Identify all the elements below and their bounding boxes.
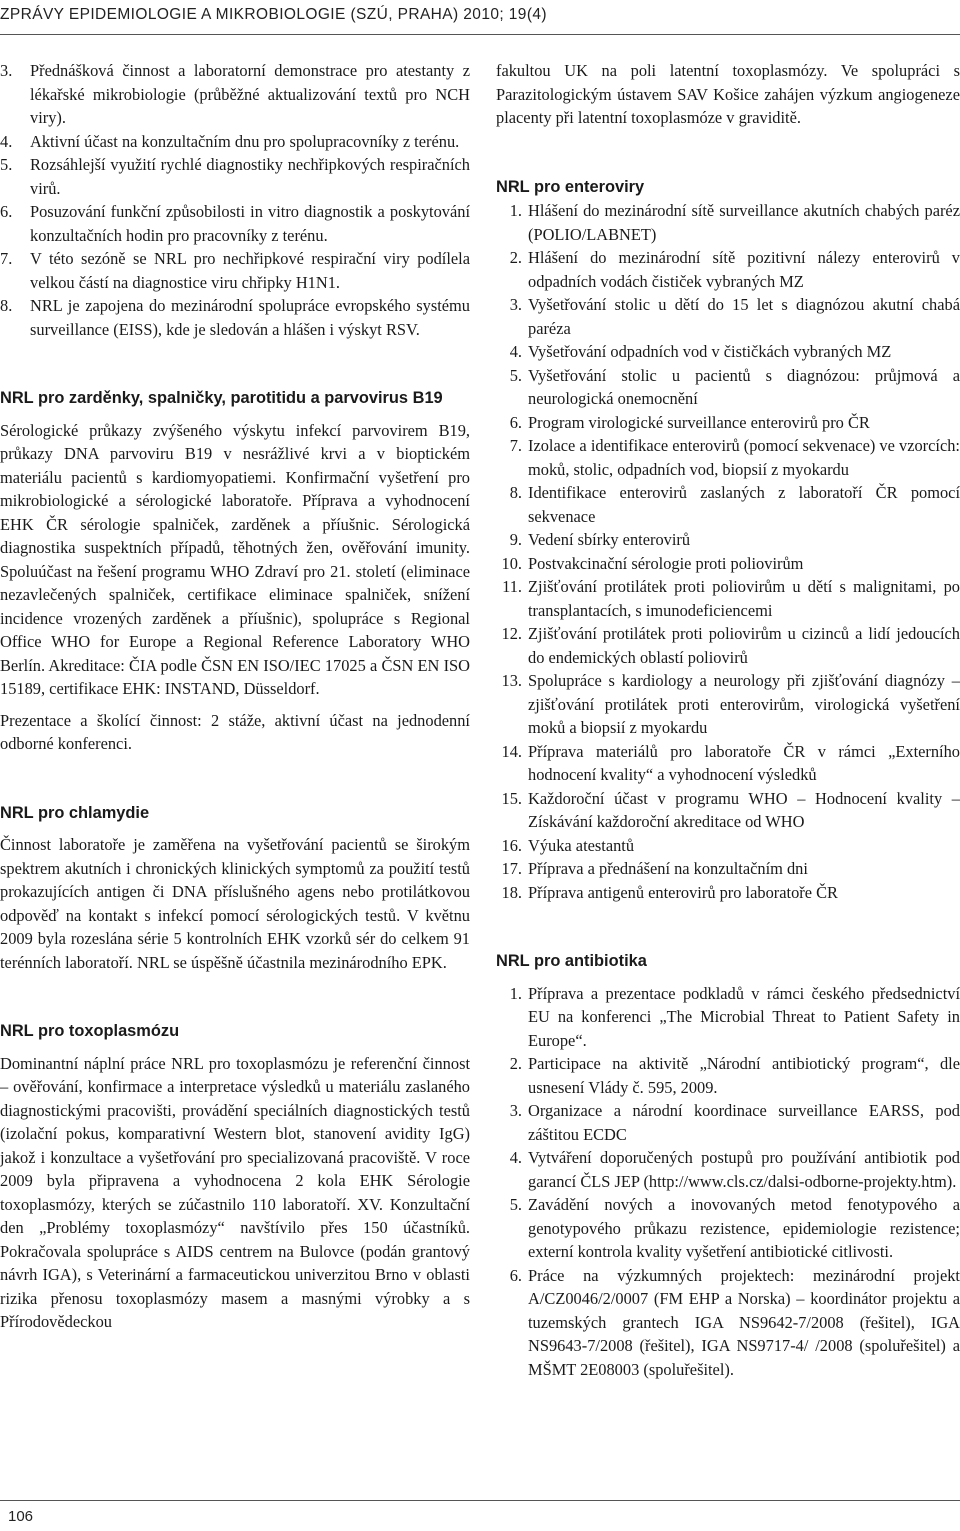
list-item	[496, 481, 960, 528]
zardenky-paragraph: Sérologické průkazy zvýšeného výskytu infekcí parvovirem B19, průkazy DNA parvoviru B19 v nesrážlivé krvi a v bioptickém materiálu pacientů s kardiomyopatiemi. Konfirmační vyšetření pro mikrobiologické a sérologické laboratoře. Příprava a vyhodnocení EHK ČR sérologie spalniček, zarděnek a příušnic. Sérologická diagnostika suspektních případů, těhotných žen, ověřování imunity. Spoluúčast na řešení programu WHO Zdraví pro 21. století (eliminace nezavlečených spalniček, certifikace eliminace spalniček, snížení incidence vrozených zarděnek a příušnic), spolupráce s Regional Office WHO for Europe a Regional Reference Laboratory WHO Berlín. Akreditace: ČIA podle ČSN EN ISO/IEC 17025 a ČSN EN ISO 15189, certifikace EHK: INSTAND, Düsseldorf.	[0, 420, 470, 698]
list-item-number: 1.	[509, 201, 522, 220]
list-item-number: 14.	[501, 741, 522, 761]
list-item	[496, 622, 960, 669]
section-heading-zardenky: NRL pro zarděnky, spalničky, parotitidu a parvovirus B19	[0, 389, 443, 407]
list-item	[496, 1146, 960, 1193]
list-item-text: Postvakcinační sérologie proti poliovirům	[528, 553, 804, 573]
list-item	[496, 857, 960, 881]
list-item	[496, 528, 960, 552]
list-item	[496, 411, 960, 435]
list-item	[496, 364, 960, 411]
left-column	[0, 59, 470, 1334]
list-item-text: Přednášková činnost a laboratorní demonstrace pro atestanty z lékařské mikrobiologie (průběžné aktualizování textů pro NCH viry).	[30, 61, 470, 127]
list-item-text: Identifikace enterovirů zaslaných z laboratoří ČR pomocí sekvenace	[528, 483, 960, 526]
list-item-text: Program virologické surveillance enterovirů pro ČR	[528, 412, 870, 432]
list-item-text: Posuzování funkční způsobilosti in vitro diagnostik a poskytování konzultačních hodin pro pracovníky z terénu.	[30, 202, 470, 245]
list-item	[496, 881, 960, 905]
list-item-number: 2.	[509, 1054, 522, 1073]
list-item-number: 15.	[501, 788, 522, 808]
list-item-number: 12.	[501, 624, 522, 643]
list-item-number: 4.	[509, 1148, 522, 1167]
list-item	[496, 787, 960, 834]
list-item-number: 5.	[509, 365, 522, 385]
toxoplasmoza-paragraph: Dominantní náplní práce NRL pro toxoplasmózu je referenční činnost – ověřování, konfirmace a interpretace výsledků u materiálu zaslaného diagnostickými pracovišti, provádění speciálních diagnostických testů (izolační pokus, komparativní Western blot, stanovení avidity IgG) jakož i konzultace a vyšetřování pro specializovaná pracoviště. V roce 2009 byla připravena a vyhodnocena 2 kola EHK Sérologie toxoplasmózy, kterých se zúčastnilo 110 laboratoří. XV. Konzultační den „Problémy toxoplasmózy“ navštívilo přes 150 účastníků. Pokračovala spolupráce s AIDS centrem na Bulovce (podán grantový návrh IGA), s Veterinární a farmaceutickou univerzitou Brno v oblasti rizika přenosu toxoplasmózy masem a masnými výrobky a s Přírodovědeckou	[0, 1053, 470, 1331]
list-item-text: NRL je zapojena do mezinárodní spolupráce evropského systému surveillance (EISS), kde je sledován a hlášen i výskyt RSV.	[30, 296, 470, 339]
right-column	[496, 59, 960, 1381]
list-item-text: Zjišťování protilátek proti poliovirům u dětí s malignitami, po transplantacích, s imunodeficiencemi	[528, 577, 960, 620]
list-item-number: 5.	[509, 1195, 522, 1214]
list-item	[496, 246, 960, 293]
enteroviry-list	[496, 199, 960, 904]
header-rule	[0, 34, 960, 35]
list-item-number: 2.	[509, 248, 522, 267]
list-item-text: Organizace a národní koordinace surveillance EARSS, pod záštitou ECDC	[528, 1101, 960, 1144]
list-item-text: Výuka atestantů	[528, 835, 635, 855]
running-header: ZPRÁVY EPIDEMIOLOGIE A MIKROBIOLOGIE (SZÚ, PRAHA) 2010; 19(4)	[0, 6, 547, 23]
list-item	[0, 59, 470, 130]
list-item-number: 11.	[502, 577, 522, 596]
list-item	[496, 982, 960, 1053]
list-item-text: Příprava a prezentace podkladů v rámci českého předsednictví EU na konferenci „The Microbial Threat to Patient Safety in Europe“.	[528, 983, 960, 1050]
chlamydie-paragraph: Činnost laboratoře je zaměřena na vyšetřování pacientů se širokým spektrem akutních i chronických klinických symptomů za použití testů prokazujících antigen či DNA příslušného agens nebo protilátkovou odpověď na kontakt s infekcí pomocí sérologických testů. V květnu 2009 byla rozeslána série 5 kontrolních EHK vzorků sér do celkem 91 terénních laboratoří. NRL se úspěšně účastnila mezinárodního EPK.	[0, 835, 470, 972]
list-item	[496, 669, 960, 740]
list-item	[496, 1099, 960, 1146]
list-item-text: Aktivní účast na konzultačním dnu pro spolupracovníky z terénu.	[30, 131, 460, 151]
list-item-text: Vytváření doporučených postupů pro používání antibiotik pod garancí ČLS JEP (http://www.cls.cz/dalsi-odborne-projekty.htm).	[528, 1148, 960, 1191]
list-item	[0, 247, 470, 294]
respiratory-list	[0, 59, 470, 341]
section-heading-chlamydie: NRL pro chlamydie	[0, 803, 150, 822]
list-item-text: Každoroční účast v programu WHO – Hodnocení kvality – Získávání každoroční akreditace od WHO	[528, 788, 960, 831]
list-item-number: 1.	[509, 983, 522, 1003]
list-item-number: 4.	[0, 131, 13, 151]
list-item-text: Zavádění nových a inovovaných metod fenotypového a genotypového průkazu rezistence, epidemiologie rezistence; externí kontrola kvality vyšetření antibiotické citlivosti.	[528, 1195, 960, 1261]
list-item-text: Zjišťování protilátek proti poliovirům u cizinců a lidí jedoucích do endemických oblastí poliovirů	[528, 624, 960, 667]
list-item-number: 3.	[509, 1101, 522, 1120]
list-item	[496, 834, 960, 858]
list-item	[0, 294, 470, 341]
list-item	[0, 200, 470, 247]
antibiotika-list	[496, 982, 960, 1382]
page-number: 106	[8, 1508, 34, 1525]
list-item-text: Rozsáhlejší využití rychlé diagnostiky nechřipkových respiračních virů.	[30, 155, 470, 198]
list-item-text: V této sezóně se NRL pro nechřipkové respirační viry podílela velkou částí na diagnostice viru chřipky H1N1.	[30, 249, 470, 292]
list-item-text: Příprava materiálů pro laboratoře ČR v rámci „Externího hodnocení kvality“ a vyhodnocení výsledků	[528, 741, 960, 784]
list-item-number: 18.	[501, 882, 522, 902]
list-item-text: Práce na výzkumných projektech: mezinárodní projekt A/CZ0046/2/0007 (FM EHP a Norska) – koordinátor projektu a tuzemských grantech IGA NS9642-7/2008 (řešitel), IGA NS9643-7/2008 (řešitel), IGA NS9717-4/ /2008 (spoluřešitel) a MŠMT 2E08003 (spoluřešitel).	[528, 1265, 960, 1379]
list-item-number: 9.	[509, 530, 522, 549]
list-item-number: 4.	[509, 342, 522, 361]
list-item-text: Spolupráce s kardiology a neurology při zjišťování diagnózy – zjišťování protilátek proti enterovirům, virologická vyšetření moků a biopsií z myokardu	[528, 671, 960, 737]
list-item	[496, 575, 960, 622]
list-item	[496, 293, 960, 340]
section-heading-toxoplasmoza: NRL pro toxoplasmózu	[0, 1022, 180, 1040]
list-item-text: Vedení sbírky enterovirů	[528, 530, 691, 549]
list-item-number: 6.	[509, 1265, 522, 1285]
list-item-number: 7.	[0, 249, 13, 268]
section-heading-enteroviry: NRL pro enteroviry	[496, 177, 645, 196]
list-item-number: 8.	[509, 483, 522, 502]
footer-rule	[0, 1500, 960, 1501]
list-item	[496, 434, 960, 481]
list-item-number: 3.	[0, 61, 13, 80]
list-item-text: Vyšetřování odpadních vod v čističkách vybraných MZ	[528, 342, 892, 361]
list-item-text: Hlášení do mezinárodní sítě pozitivní nálezy enterovirů v odpadních vodách čističek vybraných MZ	[528, 248, 960, 291]
list-item	[0, 130, 470, 154]
list-item	[496, 340, 960, 364]
list-item-text: Izolace a identifikace enterovirů (pomocí sekvenace) ve vzorcích: moků, stolic, odpadních vod, biopsií z myokardu	[528, 436, 960, 479]
list-item-text: Hlášení do mezinárodní sítě surveillance akutních chabých paréz (POLIO/LABNET)	[528, 201, 960, 244]
list-item-text: Vyšetřování stolic u dětí do 15 let s diagnózou akutní chabá paréza	[528, 295, 960, 338]
list-item	[496, 552, 960, 576]
list-item-number: 8.	[0, 296, 13, 315]
list-item-text: Příprava a přednášení na konzultačním dni	[528, 859, 808, 878]
list-item	[0, 153, 470, 200]
list-item-number: 6.	[0, 202, 13, 221]
list-item-number: 3.	[509, 295, 522, 314]
list-item-number: 17.	[501, 859, 522, 878]
list-item-number: 16.	[501, 835, 522, 855]
list-item	[496, 740, 960, 787]
list-item-text: Vyšetřování stolic u pacientů s diagnózou: průjmová a neurologická onemocnění	[528, 365, 960, 408]
list-item-number: 10.	[501, 553, 522, 573]
list-item-number: 5.	[0, 155, 13, 174]
list-item-text: Příprava antigenů enterovirů pro laboratoře ČR	[528, 882, 838, 902]
list-item-text: Participace na aktivitě „Národní antibiotický program“, dle usnesení Vlády č. 595, 2009.	[528, 1054, 960, 1097]
list-item	[496, 1052, 960, 1099]
toxoplasmoza-continuation: fakultou UK na poli latentní toxoplasmózy. Ve spolupráci s Parazitologickým ústavem SAV Košice zahájen výzkum angiogeneze placenty při latentní toxoplasmóze v graviditě.	[496, 61, 960, 127]
list-item	[496, 1193, 960, 1264]
list-item-number: 13.	[501, 671, 522, 690]
zardenky-presentation-paragraph: Prezentace a školící činnost: 2 stáže, aktivní účast na jednodenní odborné konferenci.	[0, 710, 470, 753]
list-item-number: 6.	[509, 412, 522, 432]
list-item-number: 7.	[509, 436, 522, 455]
list-item	[496, 199, 960, 246]
list-item	[496, 1264, 960, 1382]
section-heading-antibiotika: NRL pro antibiotika	[496, 952, 647, 970]
